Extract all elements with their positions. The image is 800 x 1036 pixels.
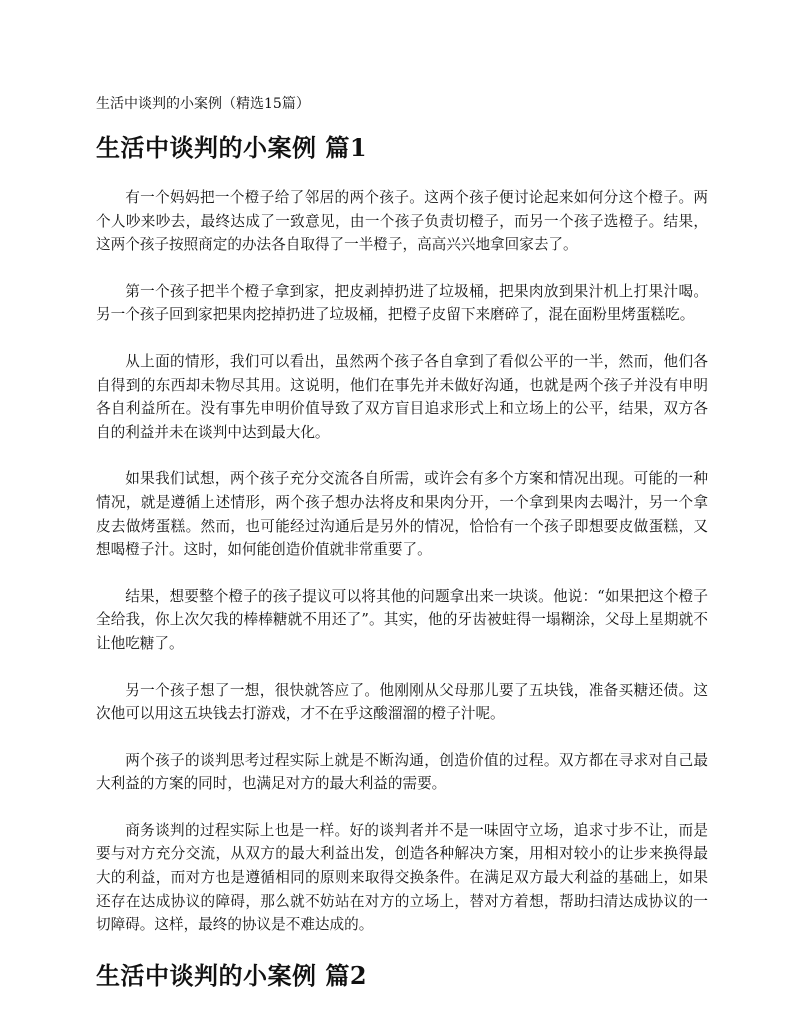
document-title: 生活中谈判的小案例（精选15篇） — [96, 96, 310, 112]
paragraph: 从上面的情形，我们可以看出，虽然两个孩子各自拿到了看似公平的一半，然而，他们各自得到的东西却未物尽其用。这说明，他们在事先并未做好沟通，也就是两个孩子并没有申明各自利益所在。没有事先申明价值导致了双方盲目追求形式上和立场上的公平，结果，双方各自的利益并未在谈判中达到最大化。 — [96, 352, 708, 441]
paragraph: 如果我们试想，两个孩子充分交流各自所需，或许会有多个方案和情况出现。可能的一种情况，就是遵循上述情形，两个孩子想办法将皮和果肉分开，一个拿到果肉去喝汁，另一个拿皮去做烤蛋糕。然而，也可能经过沟通后是另外的情况，恰恰有一个孩子即想要皮做蛋糕，又想喝橙子汁。这时，如何能创造价值就非常重要了。 — [96, 470, 708, 559]
paragraph: 另一个孩子想了一想，很快就答应了。他刚刚从父母那儿要了五块钱，准备买糖还债。这次他可以用这五块钱去打游戏，才不在乎这酸溜溜的橙子汁呢。 — [96, 681, 708, 723]
paragraph: 两个孩子的谈判思考过程实际上就是不断沟通，创造价值的过程。双方都在寻求对自己最大利益的方案的同时，也满足对方的最大利益的需要。 — [96, 751, 708, 793]
section-heading-1: 生活中谈判的小案例 篇1 — [96, 133, 368, 162]
paragraph: 商务谈判的过程实际上也是一样。好的谈判者并不是一味固守立场，追求寸步不让，而是要与对方充分交流，从双方的最大利益出发，创造各种解决方案，用相对较小的让步来换得最大的利益，而对方也是遵循相同的原则来取得交换条件。在满足双方最大利益的基础上，如果还存在达成协议的障碍，那么就不妨站在对方的立场上，替对方着想，帮助扫清达成协议的一切障碍。这样，最终的协议是不难达成的。 — [96, 821, 708, 934]
section-heading-2: 生活中谈判的小案例 篇2 — [96, 960, 368, 990]
paragraph: 第一个孩子把半个橙子拿到家，把皮剥掉扔进了垃圾桶，把果肉放到果汁机上打果汁喝。另一个孩子回到家把果肉挖掉扔进了垃圾桶，把橙子皮留下来磨碎了，混在面粉里烤蛋糕吃。 — [96, 282, 708, 324]
paragraph: 结果，想要整个橙子的孩子提议可以将其他的问题拿出来一块谈。他说：“如果把这个橙子全给我，你上次欠我的棒棒糖就不用还了”。其实，他的牙齿被蛀得一塌糊涂，父母上星期就不让他吃糖了。 — [96, 587, 708, 652]
paragraph: 有一个妈妈把一个橙子给了邻居的两个孩子。这两个孩子便讨论起来如何分这个橙子。两个人吵来吵去，最终达成了一致意见，由一个孩子负责切橙子，而另一个孩子选橙子。结果，这两个孩子按照商定的办法各自取得了一半橙子，高高兴兴地拿回家去了。 — [96, 189, 708, 254]
